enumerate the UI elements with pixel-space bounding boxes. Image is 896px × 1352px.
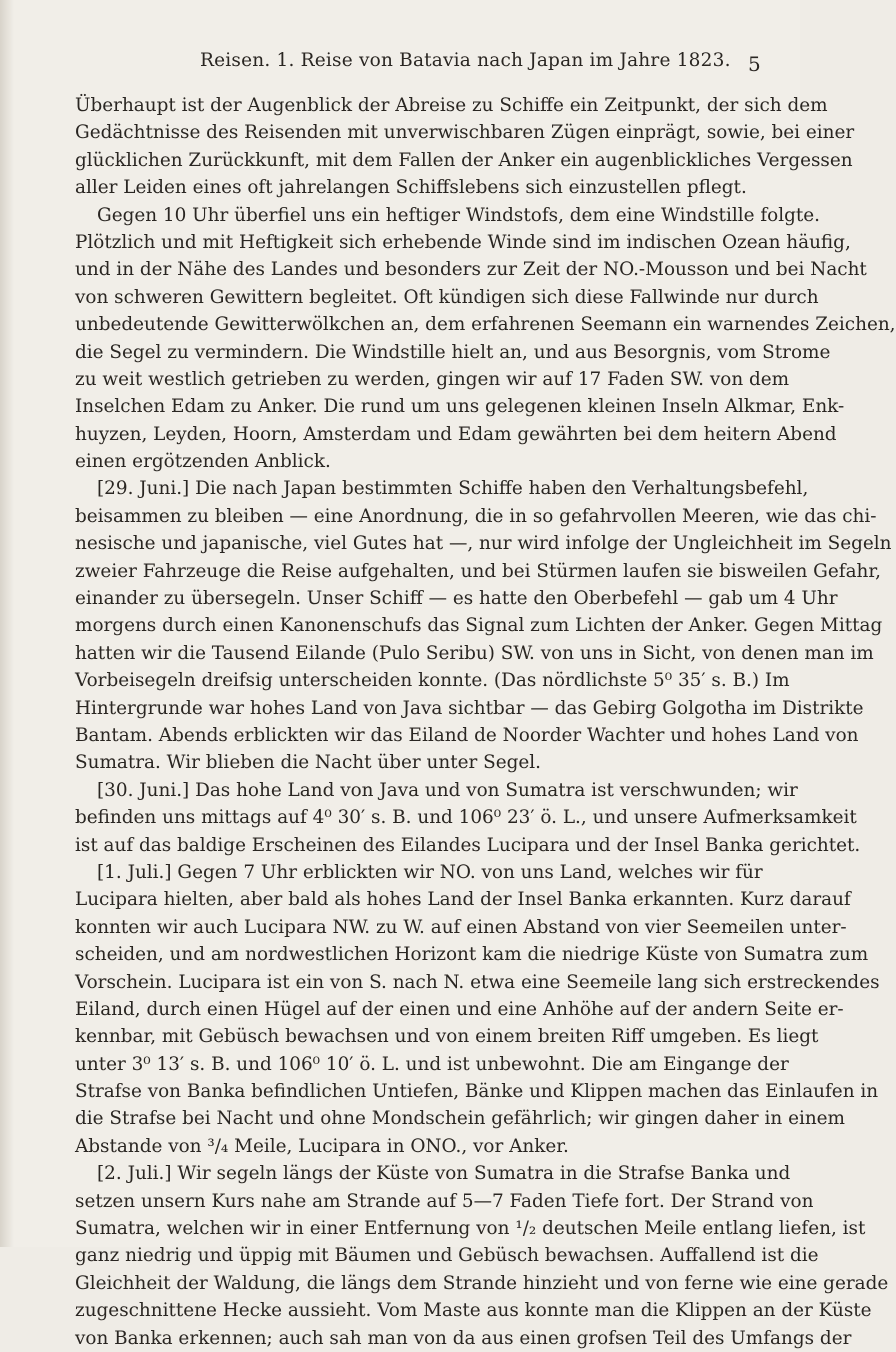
text-line: Bantam. Abends erblickten wir das Eiland de Noorder Wachter und hohes Land von	[75, 724, 859, 746]
text-line: [30. Juni.] Das hohe Land von Java und von Sumatra ist verschwunden; wir	[97, 779, 798, 801]
text-line: zweier Fahrzeuge die Reise aufgehalten, und bei Stürmen laufen sie bisweilen Gefahr,	[75, 560, 881, 582]
text-line: [1. Juli.] Gegen 7 Uhr erblickten wir NO. von uns Land, welches wir für	[97, 861, 763, 883]
text-line: morgens durch einen Kanonenschufs das Signal zum Lichten der Anker. Gegen Mittag	[75, 615, 883, 637]
text-line: und in der Nähe des Landes und besonders zur Zeit der NO.-Mousson und bei Nacht	[75, 259, 867, 281]
text-line: konnten wir auch Lucipara NW. zu W. auf einen Abstand von vier Seemeilen unter-	[75, 916, 847, 938]
text-line: Sumatra. Wir blieben die Nacht über unter Segel.	[75, 752, 541, 774]
text-line: Strafse von Banka befindlichen Untiefen, Bänke und Klippen machen das Einlaufen in	[75, 1081, 879, 1103]
text-line: zu weit westlich getrieben zu werden, gingen wir auf 17 Faden SW. von dem	[75, 368, 790, 390]
text-line: die Segel zu vermindern. Die Windstille hielt an, und aus Besorgnis, vom Strome	[75, 341, 831, 363]
text-line: setzen unsern Kurs nahe am Strande auf 5—7 Faden Tiefe fort. Der Strand von	[75, 1190, 814, 1212]
text-line: ganz niedrig und üppig mit Bäumen und Gebüsch bewachsen. Auffallend ist die	[75, 1245, 819, 1267]
text-line: kennbar, mit Gebüsch bewachsen und von einem breiten Riff umgeben. Es liegt	[75, 1026, 819, 1048]
text-line: Vorschein. Lucipara ist ein von S. nach N. etwa eine Seemeile lang sich erstreckendes	[75, 971, 880, 993]
page-number: 5	[748, 52, 761, 76]
text-line: Sumatra, welchen wir in einer Entfernung von ¹/₂ deutschen Meile entlang liefen, ist	[75, 1218, 866, 1240]
text-line: beisammen zu bleiben — eine Anordnung, die in so gefahrvollen Meeren, wie das chi-	[75, 505, 877, 527]
text-line: Vorbeisegeln dreifsig unterscheiden konnte. (Das nördlichste 5⁰ 35′ s. B.) Im	[75, 670, 790, 692]
text-line: aller Leiden eines oft jahrelangen Schiffslebens sich einzustellen pflegt.	[75, 177, 747, 199]
text-line: scheiden, und am nordwestlichen Horizont kam die niedrige Küste von Sumatra zum	[75, 944, 869, 966]
text-line: Gleichheit der Waldung, die längs dem Strande hinzieht und von ferne wie eine gerade	[75, 1272, 889, 1294]
text-line: Eiland, durch einen Hügel auf der einen und eine Anhöhe auf der andern Seite er-	[75, 998, 844, 1020]
text-line: Inselchen Edam zu Anker. Die rund um uns gelegenen kleinen Inseln Alkmar, Enk-	[75, 396, 845, 418]
text-line: ist auf das baldige Erscheinen des Eilandes Lucipara und der Insel Banka gerichtet.	[75, 834, 861, 856]
text-line: Lucipara hielten, aber bald als hohes Land der Insel Banka erkannten. Kurz darauf	[75, 889, 851, 911]
running-head: Reisen. 1. Reise von Batavia nach Japan im Jahre 1823.	[200, 50, 731, 71]
text-line: befinden uns mittags auf 4⁰ 30′ s. B. und 106⁰ 23′ ö. L., und unsere Aufmerksamkeit	[75, 807, 857, 829]
text-line: einander zu übersegeln. Unser Schiff — es hatte den Oberbefehl — gab um 4 Uhr	[75, 588, 838, 610]
text-line: hatten wir die Tausend Eilande (Pulo Seribu) SW. von uns in Sicht, von denen man im	[75, 642, 874, 664]
text-line: unbedeutende Gewitterwölkchen an, dem erfahrenen Seemann ein warnendes Zeichen,	[75, 314, 896, 336]
text-line: Überhaupt ist der Augenblick der Abreise zu Schiffe ein Zeitpunkt, der sich dem	[75, 95, 828, 116]
text-line: [29. Juni.] Die nach Japan bestimmten Schiffe haben den Verhaltungsbefehl,	[97, 478, 809, 500]
text-line: Gedächtnisse des Reisenden mit unverwischbaren Zügen einprägt, sowie, bei einer	[75, 122, 855, 144]
binding-shadow	[0, 0, 14, 1247]
text-line: huyzen, Leyden, Hoorn, Amsterdam und Edam gewährten bei dem heitern Abend	[75, 423, 837, 445]
text-line: glücklichen Zurückkunft, mit dem Fallen der Anker ein augenblickliches Vergessen	[75, 149, 853, 171]
text-line: Gegen 10 Uhr überfiel uns ein heftiger Windstofs, dem eine Windstille folgte.	[97, 204, 820, 226]
text-line: von Banka erkennen; auch sah man von da aus einen grofsen Teil des Umfangs der	[75, 1327, 852, 1349]
text-line: zugeschnittene Hecke aussieht. Vom Maste aus konnte man die Klippen an der Küste	[75, 1300, 872, 1322]
text-line: Hintergrunde war hohes Land von Java sichtbar — das Gebirg Golgotha im Distrikte	[75, 697, 864, 719]
text-line: Abstande von ³/₄ Meile, Lucipara in ONO., vor Anker.	[75, 1135, 569, 1157]
text-line: Plötzlich und mit Heftigkeit sich erhebende Winde sind im indischen Ozean häufig,	[75, 231, 851, 253]
text-line: unter 3⁰ 13′ s. B. und 106⁰ 10′ ö. L. und ist unbewohnt. Die am Eingange der	[75, 1053, 789, 1075]
body-text	[75, 92, 896, 1352]
text-line: nesische und japanische, viel Gutes hat —, nur wird infolge der Ungleichheit im Segeln	[75, 533, 892, 555]
text-line: [2. Juli.] Wir segeln längs der Küste von Sumatra in die Strafse Banka und	[97, 1163, 791, 1185]
text-line: einen ergötzenden Anblick.	[75, 451, 331, 473]
text-line: die Strafse bei Nacht und ohne Mondschein gefährlich; wir gingen daher in einem	[75, 1108, 846, 1130]
text-line: von schweren Gewittern begleitet. Oft kündigen sich diese Fallwinde nur durch	[75, 286, 819, 308]
